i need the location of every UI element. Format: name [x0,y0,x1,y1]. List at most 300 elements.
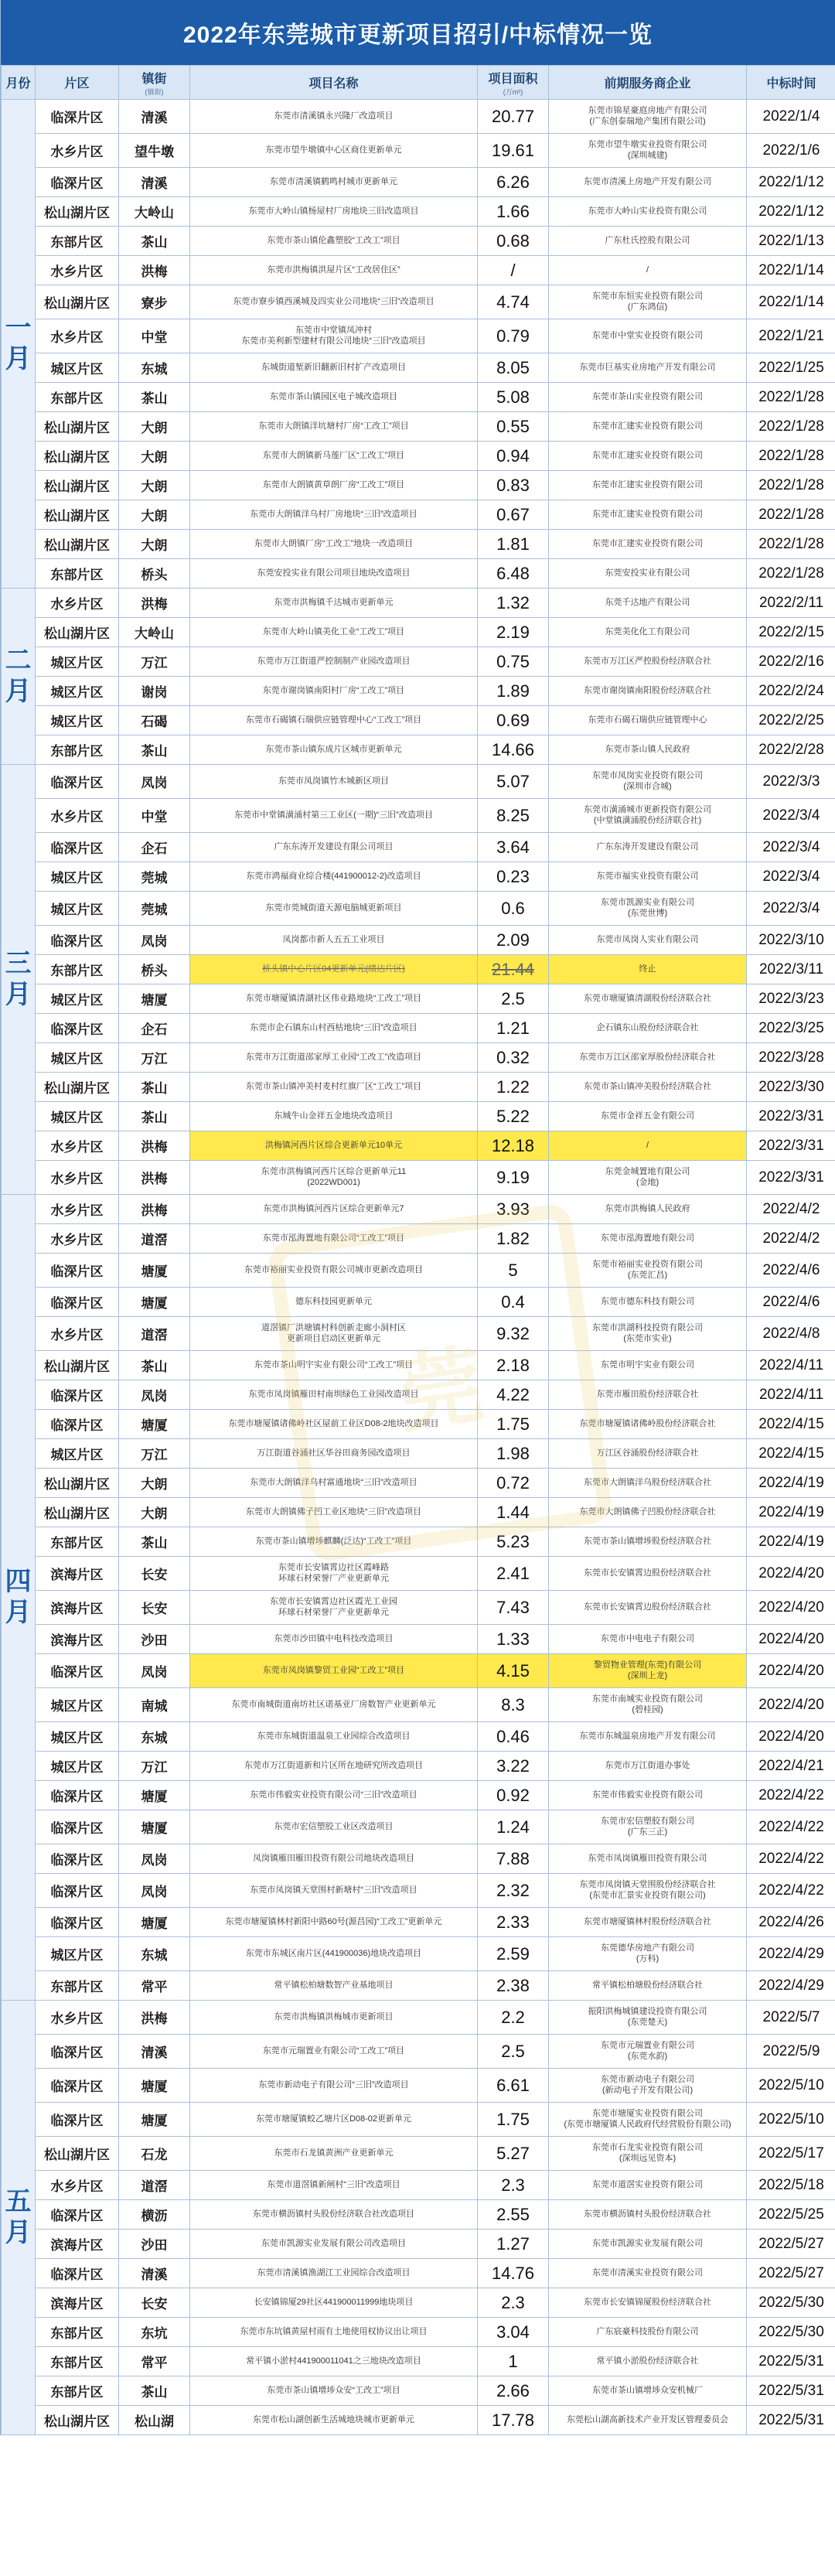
town-cell: 洪梅 [119,1131,190,1161]
project-area-cell: 0.6 [478,892,549,926]
award-date-cell: 2022/1/28 [747,412,835,442]
project-area-cell: 3.64 [478,833,549,862]
district-cell: 东部片区 [36,735,119,765]
company-cell: 东莞市凯源实业发展有限公司 [549,2230,747,2259]
table-row [2,2288,835,2318]
project-name-cell: 东莞市茶山镇增埗麒麟(泛达)“工改工”项目 [190,1527,478,1557]
award-date-cell: 2022/1/14 [747,256,835,285]
project-area-cell: 7.88 [478,1844,549,1874]
district-cell: 东部片区 [36,955,119,984]
award-date-cell: 2022/5/18 [747,2171,835,2200]
town-cell: 长安 [119,1591,190,1625]
project-area-cell: 2.5 [478,984,549,1014]
award-date-cell: 2022/4/2 [747,1195,835,1224]
project-area-cell: 9.32 [478,1317,549,1351]
project-area-cell: 5.27 [478,2137,549,2171]
project-area-cell: 2.41 [478,1557,549,1591]
award-date-cell: 2022/1/12 [747,197,835,227]
district-cell: 滨海片区 [36,1591,119,1625]
award-date-cell: 2022/4/6 [747,1288,835,1317]
company-cell: 东莞市东恒实业投资有限公司 (广东鸿信) [549,285,747,319]
company-cell: 东莞市塘厦实业投资有限公司 (东莞市塘厦镇人民政府代经营股份有限公司) [549,2103,747,2137]
town-cell: 塘厦 [119,984,190,1014]
project-area-cell: 8.3 [478,1688,549,1722]
company-cell: 东莞市道滘实业投资有限公司 [549,2171,747,2200]
table-row [2,353,835,383]
award-date-cell: 2022/5/30 [747,2288,835,2318]
award-date-cell: 2022/4/20 [747,1591,835,1625]
company-cell: 黎贸物业管理(东莞)有限公司 (深圳上龙) [549,1654,747,1688]
project-name-cell: 东莞市凤岗镇雁田村南圳绿色工业园改造项目 [190,1380,478,1410]
town-cell: 沙田 [119,2230,190,2259]
award-date-cell: 2022/1/28 [747,442,835,471]
district-cell: 城区片区 [36,1439,119,1469]
company-cell: 东莞市雁田股份经济联合社 [549,1380,747,1410]
project-name-cell: 东莞市南城街道南坊社区诺基亚厂房数智产业更新单元 [190,1688,478,1722]
award-date-cell: 2022/4/22 [747,1810,835,1844]
company-cell: 东莞市明宇实业有限公司 [549,1351,747,1380]
watermark-logo-icon: 莞 [266,1202,614,1563]
project-name-cell: 东莞市元瑞置业有限公司“工改工”项目 [190,2035,478,2069]
project-name-cell: 东莞市石龙镇黄洲产业更新单元 [190,2137,478,2171]
header-area [478,66,549,100]
award-date-cell: 2022/3/3 [747,765,835,799]
project-name-cell: 凤岗都市新人五五工业项目 [190,926,478,955]
district-cell: 东部片区 [36,2318,119,2347]
award-date-cell: 2022/1/28 [747,559,835,589]
company-cell: 东莞市南城实业投资有限公司 (碧桂园) [549,1688,747,1722]
district-cell: 水乡片区 [36,1161,119,1195]
district-cell: 滨海片区 [36,1625,119,1654]
project-area-cell: 0.46 [478,1722,549,1752]
project-area-cell: 2.09 [478,926,549,955]
district-cell: 临深片区 [36,1781,119,1810]
award-date-cell: 2022/4/22 [747,1781,835,1810]
town-cell: 石碣 [119,706,190,735]
project-name-cell: 东城街道堑新旧翻新旧村扩产改造项目 [190,353,478,383]
award-date-cell: 2022/4/20 [747,1625,835,1654]
project-name-cell: 东莞市塘厦镇林村新阳中路60号(源昌园)“工改工”更新单元 [190,1908,478,1937]
town-cell: 塘厦 [119,1810,190,1844]
town-cell: 沙田 [119,1625,190,1654]
company-cell: 东莞金城置地有限公司 (金地) [549,1161,747,1195]
project-area-cell: 0.92 [478,1781,549,1810]
town-cell: 中堂 [119,319,190,353]
town-cell: 茶山 [119,1073,190,1102]
district-cell: 松山湖片区 [36,412,119,442]
award-date-cell: 2022/2/28 [747,735,835,765]
project-name-cell: 东莞市万江街道邵家厚工业园“工改工”改造项目 [190,1043,478,1073]
project-area-cell: 8.05 [478,353,549,383]
table-row [2,1288,835,1317]
month-label: 二 月 [2,589,36,765]
project-area-cell: 1.81 [478,530,549,559]
header-company: 前期服务商企业 [549,66,747,100]
project-area-cell: 2.55 [478,2200,549,2230]
table-row [2,1908,835,1937]
project-area-cell: 5.23 [478,1527,549,1557]
table-row [2,1254,835,1288]
project-area-cell: 1.22 [478,1073,549,1102]
project-area-cell: 6.26 [478,168,549,197]
project-area-cell: 4.15 [478,1654,549,1688]
company-cell: 东莞市塘厦镇林村股份经济联合社 [549,1908,747,1937]
award-date-cell: 2022/1/28 [747,383,835,412]
district-cell: 松山湖片区 [36,1498,119,1527]
project-name-cell: 东莞市鸿福商业综合楼(441900012-2)改造项目 [190,862,478,892]
award-date-cell: 2022/4/6 [747,1254,835,1288]
table-row [2,984,835,1014]
district-cell: 松山湖片区 [36,2137,119,2171]
project-area-cell: 2.59 [478,1937,549,1971]
district-cell: 水乡片区 [36,256,119,285]
header-date: 中标时间 [747,66,835,100]
table-row [2,1439,835,1469]
award-date-cell: 2022/3/23 [747,984,835,1014]
award-date-cell: 2022/3/28 [747,1043,835,1073]
town-cell: 谢岗 [119,677,190,706]
header-town [119,66,190,100]
project-area-cell: 1.89 [478,677,549,706]
project-name-cell: 东莞安投实业有限公司项目地块改造项目 [190,559,478,589]
town-cell: 松山湖 [119,2406,190,2435]
company-cell: 东莞市巨基实业房地产开发有限公司 [549,353,747,383]
town-cell: 清溪 [119,2259,190,2288]
town-cell: 道滘 [119,1317,190,1351]
header-town-sub: (镇街) [145,87,164,96]
project-name-cell: 东莞市清溪镇鹤鸣村城市更新单元 [190,168,478,197]
table-row [2,1131,835,1161]
district-cell: 城区片区 [36,1102,119,1131]
project-area-cell: 6.48 [478,559,549,589]
district-cell: 东部片区 [36,559,119,589]
town-cell: 万江 [119,1752,190,1781]
town-cell: 凤岗 [119,1654,190,1688]
district-cell: 临深片区 [36,1014,119,1043]
district-cell: 城区片区 [36,1688,119,1722]
district-cell: 水乡片区 [36,134,119,168]
award-date-cell: 2022/4/15 [747,1410,835,1439]
award-date-cell: 2022/4/21 [747,1752,835,1781]
district-cell: 松山湖片区 [36,1351,119,1380]
company-cell: 东莞市凤岗镇天堂围股份经济联合社 (东莞市汇景实业投资有限公司) [549,1874,747,1908]
project-area-cell: 0.83 [478,471,549,500]
project-name-cell: 东莞市茶山镇增埗众安“工改工”项目 [190,2376,478,2406]
project-area-cell: 21.44 [478,955,549,984]
district-cell: 水乡片区 [36,799,119,833]
table-row [2,500,835,530]
header-project: 项目名称 [190,66,478,100]
district-cell: 临深片区 [36,2200,119,2230]
company-cell: 东莞市德东科技有限公司 [549,1288,747,1317]
table-row [2,2318,835,2347]
town-cell: 凤岗 [119,926,190,955]
table-row [2,1591,835,1625]
project-name-cell: 东莞市泓海置地有限公司“工改工”项目 [190,1224,478,1254]
table-row [2,530,835,559]
district-cell: 临深片区 [36,1908,119,1937]
table-row [2,1043,835,1073]
town-cell: 莞城 [119,892,190,926]
table-row [2,862,835,892]
award-date-cell: 2022/5/31 [747,2406,835,2435]
company-cell: 东莞美化化工有限公司 [549,618,747,647]
project-area-cell: 0.32 [478,1043,549,1073]
company-cell: 东莞市横沥镇村头股份经济联合社 [549,2200,747,2230]
project-name-cell: 德东科技园更新单元 [190,1288,478,1317]
district-cell: 临深片区 [36,1380,119,1410]
district-cell: 临深片区 [36,765,119,799]
project-area-cell: 14.76 [478,2259,549,2288]
project-name-cell: 东莞市万江街道严控制制产业园改造项目 [190,647,478,677]
district-cell: 松山湖片区 [36,500,119,530]
table-row [2,735,835,765]
district-cell: 水乡片区 [36,1317,119,1351]
table-row [2,2230,835,2259]
project-name-cell: 东莞市东城街道温泉工业园综合改造项目 [190,1722,478,1752]
project-name-cell: 东莞市沙田镇中电科技改造项目 [190,1625,478,1654]
town-cell: 清溪 [119,168,190,197]
table-row [2,2069,835,2103]
project-area-cell: 0.55 [478,412,549,442]
award-date-cell: 2022/5/31 [747,2376,835,2406]
award-date-cell: 2022/2/15 [747,618,835,647]
project-area-cell: 0.68 [478,227,549,256]
town-cell: 桥头 [119,955,190,984]
company-cell: 振阳洪梅城镇建设投资有限公司 (东莞楚天) [549,2001,747,2035]
table-row [2,100,835,134]
company-cell: 东莞市伟毅实业投资有限公司 [549,1781,747,1810]
table-row [2,833,835,862]
project-name-cell: 东莞市塘厦镇清湖社区伟业路地块“工改工”项目 [190,984,478,1014]
award-date-cell: 2022/1/4 [747,100,835,134]
table-row [2,319,835,353]
award-date-cell: 2022/4/19 [747,1498,835,1527]
table-row [2,1722,835,1752]
project-name-cell: 东莞市塘厦镇诸佛岭社区屋前工业区D08-2地块改造项目 [190,1410,478,1439]
town-cell: 大朗 [119,1469,190,1498]
town-cell: 大朗 [119,471,190,500]
company-cell: 东莞市锦星豪庭房地产有限公司 (广东创泰瑞地产集团有限公司) [549,100,747,134]
project-area-cell: 0.79 [478,319,549,353]
company-cell: / [549,256,747,285]
award-date-cell: 2022/4/8 [747,1317,835,1351]
table-row [2,2347,835,2376]
project-area-cell: 2.3 [478,2171,549,2200]
project-area-cell: 1 [478,2347,549,2376]
district-cell: 城区片区 [36,1722,119,1752]
town-cell: 茶山 [119,1527,190,1557]
district-cell: 水乡片区 [36,1224,119,1254]
district-cell: 城区片区 [36,1043,119,1073]
district-cell: 临深片区 [36,168,119,197]
project-area-cell: 9.19 [478,1161,549,1195]
project-name-cell: 东城牛山金祥五金地块改造项目 [190,1102,478,1131]
award-date-cell: 2022/5/27 [747,2259,835,2288]
project-area-cell: 3.93 [478,1195,549,1224]
town-cell: 莞城 [119,862,190,892]
project-name-cell: 东莞市凯源实业发展有限公司改造项目 [190,2230,478,2259]
project-name-cell: 东莞市大岭山镇杨屋村厂房地块三旧改造项目 [190,197,478,227]
district-cell: 城区片区 [36,862,119,892]
project-area-cell: 2.33 [478,1908,549,1937]
table-body [2,100,835,2435]
award-date-cell: 2022/4/22 [747,1844,835,1874]
company-cell: 东莞市洪湖科技投资有限公司 (东莞市实业) [549,1317,747,1351]
district-cell: 东部片区 [36,1527,119,1557]
town-cell: 常平 [119,1971,190,2001]
company-cell: 东莞市茶山镇增埗股份经济联合社 [549,1527,747,1557]
company-cell: 东莞市中堂实业投资有限公司 [549,319,747,353]
company-cell: 东莞市凯源实业有限公司 (东莞世博) [549,892,747,926]
project-name-cell: 东莞市凤岗镇黎贸工业园“工改工”项目 [190,1654,478,1688]
project-name-cell: 东莞市伟毅实业投资有限公司“三旧”改造项目 [190,1781,478,1810]
project-table [1,65,835,2435]
award-date-cell: 2022/1/25 [747,353,835,383]
company-cell: 东莞市长安镇霄边股份经济联合社 [549,1591,747,1625]
award-date-cell: 2022/3/11 [747,955,835,984]
award-date-cell: 2022/5/25 [747,2200,835,2230]
project-name-cell: 东莞市企石镇东山村西枯地块“三旧”改造项目 [190,1014,478,1043]
town-cell: 凤岗 [119,1380,190,1410]
town-cell: 企石 [119,833,190,862]
project-name-cell: 东莞市大朗镇洋坑塘村厂房“工改工”项目 [190,412,478,442]
company-cell: 东莞市茶山镇人民政府 [549,735,747,765]
project-area-cell: / [478,256,549,285]
table-row [2,677,835,706]
district-cell: 临深片区 [36,2259,119,2288]
header-district: 片区 [36,66,119,100]
project-name-cell: 东莞市洪梅镇河西片区综合更新单元11 (2022WD001) [190,1161,478,1195]
award-date-cell: 2022/1/28 [747,530,835,559]
header-month: 月份 [2,66,36,100]
project-area-cell: 0.94 [478,442,549,471]
project-name-cell: 东莞市洪梅镇洪屋片区“工改居住区” [190,256,478,285]
town-cell: 清溪 [119,100,190,134]
company-cell: 企石镇东山股份经济联合社 [549,1014,747,1043]
table-row [2,227,835,256]
town-cell: 洪梅 [119,1161,190,1195]
table-row [2,1625,835,1654]
project-name-cell: 东莞市东城区南片区(441900036)地块改造项目 [190,1937,478,1971]
table-row [2,1688,835,1722]
district-cell: 水乡片区 [36,319,119,353]
district-cell: 水乡片区 [36,2001,119,2035]
district-cell: 临深片区 [36,2035,119,2069]
project-area-cell: 6.61 [478,2069,549,2103]
company-cell: 东莞市汇建实业投资有限公司 [549,442,747,471]
award-date-cell: 2022/5/7 [747,2001,835,2035]
award-date-cell: 2022/1/13 [747,227,835,256]
project-area-cell: 5.07 [478,765,549,799]
project-area-cell: 1.75 [478,1410,549,1439]
project-area-cell: 0.23 [478,862,549,892]
project-name-cell: 桥头镇中心片区04更新单元(绩达片区) [190,955,478,984]
company-cell: 东莞市长安镇霄边股份经济联合社 [549,1557,747,1591]
company-cell: 东莞市汇建实业投资有限公司 [549,412,747,442]
table-row [2,1224,835,1254]
project-area-cell: 17.78 [478,2406,549,2435]
company-cell: / [549,1131,747,1161]
company-cell: 常平镇松柏塘股份经济联合社 [549,1971,747,2001]
district-cell: 松山湖片区 [36,2406,119,2435]
award-date-cell: 2022/1/12 [747,168,835,197]
district-cell: 松山湖片区 [36,618,119,647]
table-row [2,1073,835,1102]
award-date-cell: 2022/1/6 [747,134,835,168]
table-row [2,2171,835,2200]
company-cell: 东莞市凤岗镇雁田投资有限公司 [549,1844,747,1874]
company-cell: 东莞市东城温泉房地产开发有限公司 [549,1722,747,1752]
town-cell: 东城 [119,353,190,383]
header-town-label: 镇街 [141,72,167,86]
award-date-cell: 2022/1/14 [747,285,835,319]
month-label: 三 月 [2,765,36,1195]
project-area-cell: 2.38 [478,1971,549,2001]
table-row [2,412,835,442]
table-row [2,559,835,589]
district-cell: 临深片区 [36,1874,119,1908]
company-cell: 常平镇小淤股份经济联合社 [549,2347,747,2376]
project-name-cell: 东莞市清溪镇永兴隆厂改造项目 [190,100,478,134]
award-date-cell: 2022/5/27 [747,2230,835,2259]
district-cell: 临深片区 [36,1254,119,1288]
table-row [2,1102,835,1131]
project-area-cell: 5.08 [478,383,549,412]
project-name-cell: 常平镇松柏塘数智产业基地项目 [190,1971,478,2001]
table-row [2,647,835,677]
table-row [2,1380,835,1410]
project-area-cell: 1.24 [478,1810,549,1844]
table-row [2,2259,835,2288]
district-cell: 松山湖片区 [36,197,119,227]
town-cell: 长安 [119,2288,190,2318]
company-cell: 东莞市石碣石瑞供应链管理中心 [549,706,747,735]
project-name-cell: 东莞市大朗镇佛子凹工业区地块“三旧”改造项目 [190,1498,478,1527]
district-cell: 松山湖片区 [36,530,119,559]
project-name-cell: 东莞市新动电子有限公司“三旧”改造项目 [190,2069,478,2103]
table-row [2,1557,835,1591]
district-cell: 水乡片区 [36,1195,119,1224]
project-name-cell: 东莞市莞城街道天源电脑城更新项目 [190,892,478,926]
district-cell: 城区片区 [36,1752,119,1781]
district-cell: 松山湖片区 [36,285,119,319]
award-date-cell: 2022/4/2 [747,1224,835,1254]
award-date-cell: 2022/5/10 [747,2103,835,2137]
table-row [2,706,835,735]
table-row [2,2001,835,2035]
award-date-cell: 2022/1/28 [747,500,835,530]
table-row [2,2376,835,2406]
table-row [2,1351,835,1380]
table-row [2,2103,835,2137]
project-area-cell: 1.32 [478,589,549,618]
table-row [2,2406,835,2435]
town-cell: 东城 [119,1937,190,1971]
town-cell: 清溪 [119,2035,190,2069]
company-cell: 东莞市清溪实业投资有限公司 [549,2259,747,2288]
company-cell: 东莞松山湖高新技术产业开发区管理委员会 [549,2406,747,2435]
award-date-cell: 2022/4/19 [747,1469,835,1498]
town-cell: 桥头 [119,559,190,589]
table-row [2,1498,835,1527]
district-cell: 水乡片区 [36,2171,119,2200]
award-date-cell: 2022/5/10 [747,2069,835,2103]
company-cell: 东莞市洪梅镇人民政府 [549,1195,747,1224]
company-cell: 东莞市新动电子有限公司 (新动电子开发有限公司) [549,2069,747,2103]
project-name-cell: 东莞市茶山镇冲美村麦村红旗厂区“工改工”项目 [190,1073,478,1102]
project-name-cell: 东莞市凤岗镇竹木城新区项目 [190,765,478,799]
